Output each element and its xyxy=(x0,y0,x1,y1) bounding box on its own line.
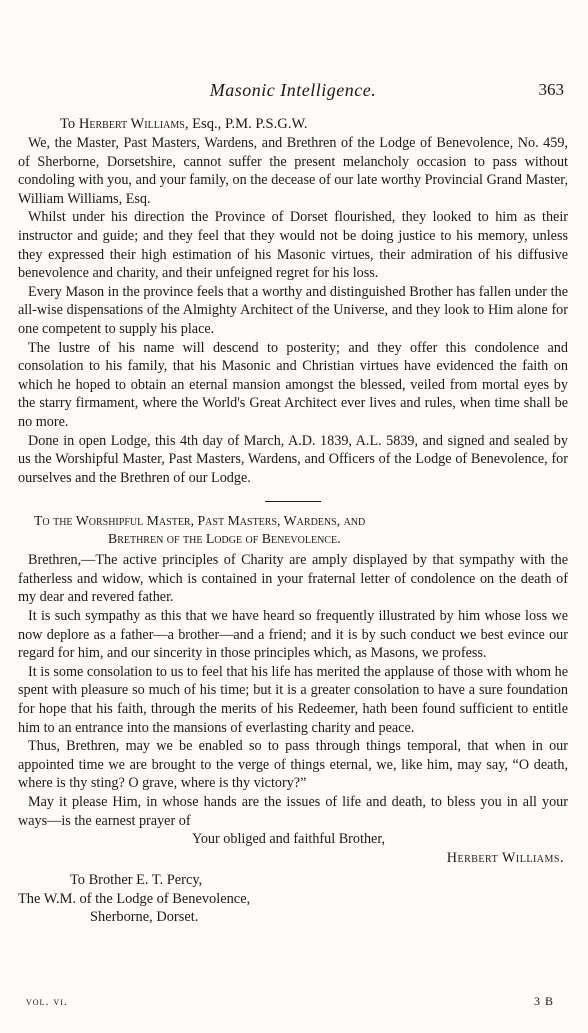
letter2-paragraph: Brethren,—The active principles of Charity are amply displayed by that sympathy with the fatherless and widow, which is contained in your fraternal letter of condolence on the death of my dear and revered father. xyxy=(18,552,568,606)
letter2-heading-line1: To the Worshipful Master, Past Masters, Wardens, and xyxy=(34,513,366,529)
closing-line: Your obliged and faithful Brother, xyxy=(192,831,386,848)
letter1-heading-name: Herbert Williams xyxy=(78,116,185,132)
signature-mark: 3 B xyxy=(533,994,554,1008)
section-divider xyxy=(265,501,321,502)
letter1-heading-to: To xyxy=(60,116,79,132)
letter1-paragraph: Every Mason in the province feels that a worthy and distinguished Brother has fallen under the all-wise dispensations of the Almighty Architect of the Universe, and they look to Him alone for one competent to supply his place. xyxy=(18,283,568,337)
page-header xyxy=(18,80,568,104)
page-body xyxy=(18,115,568,927)
volume-label: vol. vi. xyxy=(26,994,68,1008)
page-footer xyxy=(26,994,554,1028)
running-title: Masonic Intelligence. xyxy=(209,80,377,100)
letter1-heading xyxy=(60,115,568,134)
letter2-paragraph: It is some consolation to us to feel that his life has merited the applause of those with whom he spent with pleasure so much of his time; but it is a greater consolation to have a sure foundation for hope that his faith, through the merits of his Redeemer, hath been found sufficient to entitle him to an entrance into the mansions of everlasting charity and peace. xyxy=(18,663,568,736)
letter2-paragraph: Thus, Brethren, may we be enabled so to pass through things temporal, that when in our appointed time we are brought to the verge of things eternal, we, like him, may say, “O death, where is thy sting? O grave, where is thy victory?” xyxy=(18,738,568,792)
letter1-paragraph: The lustre of his name will descend to posterity; and they offer this condolence and consolation to his family, that his Masonic and Christian virtues have evidenced the faith on which he hoped to obtain an eternal mansion amongst the blessed, veiled from mortal eyes by the starry firmament, where the World's Great Architect ever lives and rules, when time shall be no more. xyxy=(18,339,568,430)
signature: Herbert Williams. xyxy=(446,849,564,866)
address-line: To Brother E. T. Percy, xyxy=(70,872,203,889)
letter2-paragraph: May it please Him, in whose hands are the issues of life and death, to bless you in all your ways—is the earnest prayer of xyxy=(18,794,568,829)
letter1-paragraph: Done in open Lodge, this 4th day of March, A.D. 1839, A.L. 5839, and signed and sealed by us the Worshipful Master, Past Masters, Wardens, and Officers of the Lodge of Benevolence, for ourselves and the Brethren of our Lodge. xyxy=(18,432,568,486)
letter1-heading-rest: , Esq., P.M. P.S.G.W. xyxy=(184,116,308,132)
letter1-paragraph: Whilst under his direction the Province of Dorset flourished, they looked to him as their instructor and guide; and they feel that they would not be doing justice to his memory, unless they expressed their high estimation of his Masonic virtues, their admiration of his diffusive benevolence and charity, and their unfeigned regret for his loss. xyxy=(18,209,568,282)
address-line: The W.M. of the Lodge of Benevolence, xyxy=(18,890,251,907)
page-number: 363 xyxy=(538,80,564,99)
address-line: Sherborne, Dorset. xyxy=(90,909,199,926)
letter2-paragraph: It is such sympathy as this that we have heard so frequently illustrated by him whose loss we now deplore as a father—a brother—and a friend; and it is by such conduct we best evince our regard for him, and our sincerity in those principles which, as Masons, we profess. xyxy=(18,608,568,662)
letter1-paragraph: We, the Master, Past Masters, Wardens, and Brethren of the Lodge of Benevolence, No. 459, of Sherborne, Dorsetshire, cannot suffer the present melancholy occasion to pass without condoling with you, and your family, on the decease of our late worthy Provincial Grand Master, William Williams, Esq. xyxy=(18,135,568,207)
letter2-heading-line2: Brethren of the Lodge of Benevolence. xyxy=(108,531,341,547)
